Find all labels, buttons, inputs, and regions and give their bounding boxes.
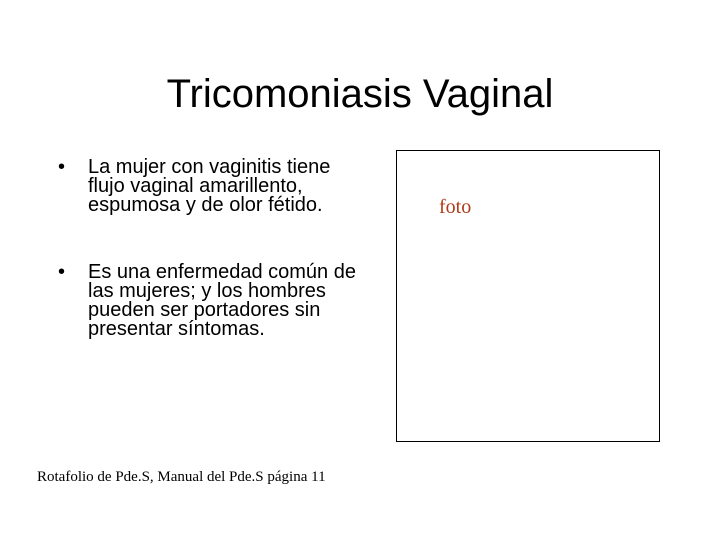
bullet-text: La mujer con vaginitis tiene flujo vaginal amarillento, espumosa y de olor fétido. xyxy=(88,156,331,216)
photo-placeholder-box xyxy=(396,150,660,442)
source-footer: Rotafolio de Pde.S, Manual del Pde.S página 11 xyxy=(37,469,326,485)
bullet-item xyxy=(58,263,368,339)
photo-placeholder-label: foto xyxy=(439,196,472,218)
slide-title: Tricomoniasis Vaginal xyxy=(166,72,554,116)
bullet-list xyxy=(58,158,368,387)
bullet-marker: • xyxy=(58,261,66,283)
bullet-marker: • xyxy=(58,156,66,178)
bullet-item xyxy=(58,158,368,215)
bullet-text: Es una enfermedad común de las mujeres; y los hombres pueden ser portadores sin presentar síntomas. xyxy=(88,261,356,340)
